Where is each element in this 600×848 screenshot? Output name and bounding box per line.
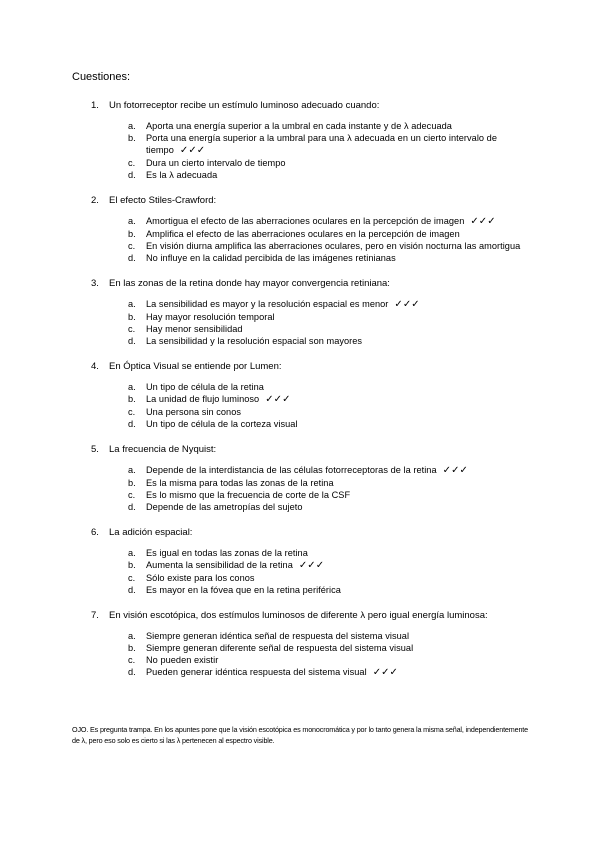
- question-5: [72, 444, 532, 513]
- option-text: Depende de la interdistancia de las células fotorreceptoras de la retina: [146, 465, 437, 475]
- option-letter: a.: [128, 548, 136, 558]
- option-letter: c.: [128, 241, 136, 251]
- option-text: Es lo mismo que la frecuencia de corte de la CSF: [146, 490, 351, 500]
- option-a: [72, 298, 532, 311]
- option-text: Hay menor sensibilidad: [146, 324, 243, 334]
- question-label: En visión escotópica, dos estímulos luminosos de diferente λ pero igual energía luminosa:: [109, 610, 488, 621]
- option-letter: a.: [128, 299, 136, 309]
- option-letter: d.: [128, 336, 136, 346]
- option-text: La unidad de flujo luminoso: [146, 394, 260, 404]
- option-text: Es la λ adecuada: [146, 170, 218, 180]
- option-text: Aporta una energía superior a la umbral en cada instante y de λ adecuada: [146, 121, 452, 131]
- question-number: 6.: [91, 527, 99, 538]
- option-letter: c.: [128, 158, 136, 168]
- option-a: [72, 464, 532, 477]
- option-a: [72, 630, 532, 642]
- option-letter: b.: [128, 560, 136, 570]
- option-text: Amplifica el efecto de las aberraciones oculares en la percepción de imagen: [146, 229, 460, 239]
- option-d: [72, 501, 532, 513]
- option-letter: a.: [128, 465, 136, 475]
- option-text: La sensibilidad y la resolución espacial son mayores: [146, 336, 363, 346]
- option-list: [72, 120, 532, 181]
- option-text: Siempre generan idéntica señal de respuesta del sistema visual: [146, 631, 410, 641]
- question-number: 3.: [91, 278, 99, 289]
- option-c: [72, 406, 532, 418]
- question-number: 7.: [91, 610, 99, 621]
- option-letter: d.: [128, 419, 136, 429]
- option-text: Amortigua el efecto de las aberraciones oculares en la percepción de imagen: [146, 216, 465, 226]
- correct-checkmarks-icon: ✓✓✓: [265, 394, 291, 405]
- option-b: [72, 477, 532, 489]
- option-list: [72, 215, 532, 264]
- question-number: 2.: [91, 195, 99, 206]
- option-letter: a.: [128, 631, 136, 641]
- option-b: [72, 642, 532, 654]
- option-letter: a.: [128, 216, 136, 226]
- option-letter: d.: [128, 253, 136, 263]
- option-text: Depende de las ametropías del sujeto: [146, 502, 303, 512]
- option-letter: a.: [128, 121, 136, 131]
- option-a: [72, 215, 532, 228]
- option-b: [72, 132, 532, 157]
- option-b: [72, 228, 532, 240]
- option-c: [72, 240, 532, 252]
- question-4: [72, 361, 532, 430]
- question-7: [72, 610, 532, 679]
- correct-checkmarks-icon: ✓✓✓: [470, 216, 496, 227]
- option-c: [72, 489, 532, 501]
- option-d: [72, 418, 532, 430]
- question-1: [72, 100, 532, 181]
- option-text: Es mayor en la fóvea que en la retina periférica: [146, 585, 341, 595]
- option-c: [72, 323, 532, 335]
- option-a: [72, 547, 532, 559]
- option-text: Hay mayor resolución temporal: [146, 312, 275, 322]
- option-d: [72, 169, 532, 181]
- question-text: [72, 444, 532, 456]
- question-label: La frecuencia de Nyquist:: [109, 444, 217, 455]
- footnote: OJO. Es pregunta trampa. En los apuntes pone que la visión escotópica es monocromática y por lo tanto genera la misma señal, independientemente de λ, pero eso solo es cierto si las λ pertenecen al espectro visible.: [72, 725, 528, 745]
- question-text: [72, 195, 532, 207]
- option-list: [72, 630, 532, 679]
- option-letter: b.: [128, 643, 136, 653]
- option-text: No pueden existir: [146, 655, 219, 665]
- option-letter: c.: [128, 573, 136, 583]
- question-2: [72, 195, 532, 264]
- option-c: [72, 654, 532, 666]
- option-letter: c.: [128, 407, 136, 417]
- question-text: [72, 361, 532, 373]
- question-3: [72, 278, 532, 347]
- correct-checkmarks-icon: ✓✓✓: [372, 667, 398, 678]
- question-label: En Óptica Visual se entiende por Lumen:: [109, 361, 282, 372]
- question-label: En las zonas de la retina donde hay mayor convergencia retiniana:: [109, 278, 390, 289]
- option-list: [72, 298, 532, 347]
- question-list: [72, 100, 532, 693]
- option-letter: b.: [128, 312, 136, 322]
- option-list: [72, 381, 532, 430]
- question-label: Un fotorreceptor recibe un estímulo luminoso adecuado cuando:: [109, 100, 380, 111]
- option-b: [72, 311, 532, 323]
- option-b: [72, 393, 532, 406]
- option-text: Porta una energía superior a la umbral para una λ adecuada en un cierto intervalo de tiempo: [146, 133, 497, 155]
- correct-checkmarks-icon: ✓✓✓: [298, 560, 325, 571]
- option-text: No influye en la calidad percibida de las imágenes retinianas: [146, 253, 396, 263]
- option-list: [72, 547, 532, 596]
- option-c: [72, 572, 532, 584]
- option-a: [72, 120, 532, 132]
- option-letter: d.: [128, 667, 136, 677]
- option-d: [72, 666, 532, 679]
- option-text: Aumenta la sensibilidad de la retina: [146, 560, 293, 570]
- option-letter: a.: [128, 382, 136, 392]
- question-number: 4.: [91, 361, 99, 372]
- option-letter: c.: [128, 324, 136, 334]
- option-text: Una persona sin conos: [146, 407, 242, 417]
- option-a: [72, 381, 532, 393]
- correct-checkmarks-icon: ✓✓✓: [442, 465, 468, 476]
- question-number: 5.: [91, 444, 99, 455]
- option-text: Un tipo de célula de la retina: [146, 382, 264, 392]
- question-number: 1.: [91, 100, 99, 111]
- option-text: Dura un cierto intervalo de tiempo: [146, 158, 286, 168]
- option-letter: c.: [128, 490, 136, 500]
- question-text: [72, 527, 532, 539]
- option-text: Un tipo de célula de la corteza visual: [146, 419, 298, 429]
- option-list: [72, 464, 532, 513]
- option-d: [72, 252, 532, 264]
- option-letter: b.: [128, 229, 136, 239]
- option-text: Siempre generan diferente señal de respuesta del sistema visual: [146, 643, 414, 653]
- option-letter: c.: [128, 655, 136, 665]
- question-text: [72, 610, 532, 622]
- question-label: El efecto Stiles-Crawford:: [109, 195, 217, 206]
- option-c: [72, 157, 532, 169]
- option-text: Es la misma para todas las zonas de la retina: [146, 478, 334, 488]
- option-letter: b.: [128, 478, 136, 488]
- correct-checkmarks-icon: ✓✓✓: [394, 299, 420, 310]
- option-text: La sensibilidad es mayor y la resolución espacial es menor: [146, 299, 389, 309]
- option-letter: b.: [128, 394, 136, 404]
- option-letter: b.: [128, 133, 136, 143]
- correct-checkmarks-icon: ✓✓✓: [179, 145, 206, 156]
- page-heading: Cuestiones:: [72, 71, 131, 83]
- option-b: [72, 559, 532, 572]
- option-d: [72, 335, 532, 347]
- question-text: [72, 100, 532, 112]
- question-text: [72, 278, 532, 290]
- option-text: En visión diurna amplifica las aberraciones oculares, pero en visión nocturna las amortigua: [146, 241, 521, 251]
- option-letter: d.: [128, 170, 136, 180]
- option-text: Sólo existe para los conos: [146, 573, 255, 583]
- option-text: Pueden generar idéntica respuesta del sistema visual: [146, 667, 367, 677]
- option-text: Es igual en todas las zonas de la retina: [146, 548, 308, 558]
- option-letter: d.: [128, 502, 136, 512]
- question-label: La adición espacial:: [109, 527, 193, 538]
- question-6: [72, 527, 532, 596]
- option-letter: d.: [128, 585, 136, 595]
- option-d: [72, 584, 532, 596]
